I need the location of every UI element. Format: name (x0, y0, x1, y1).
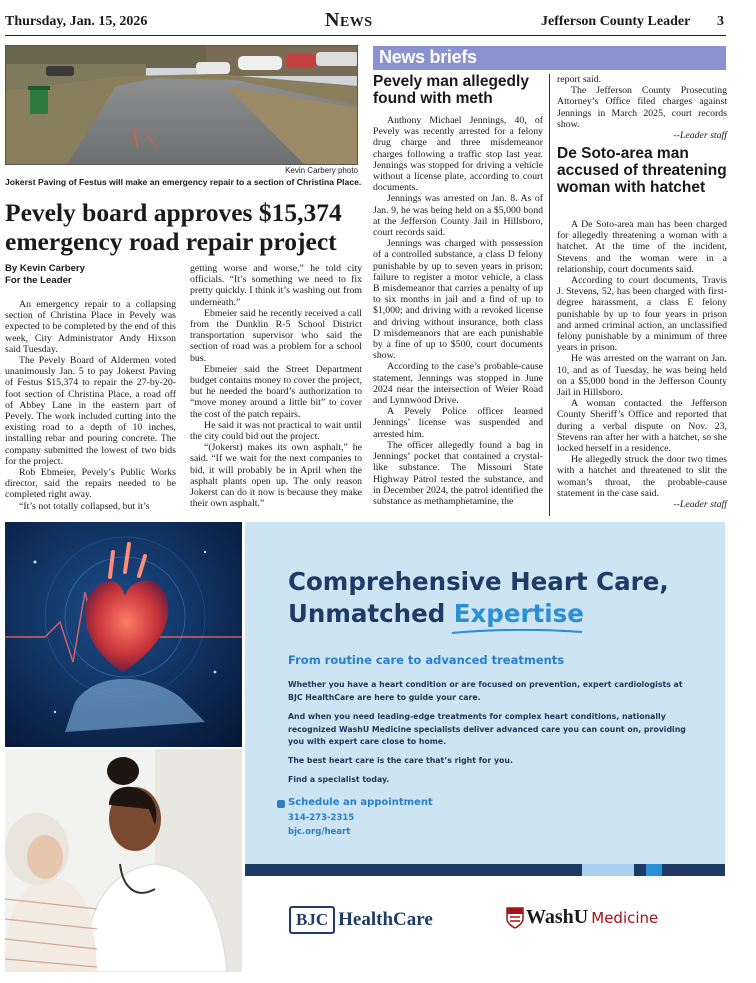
brief-1-body (373, 115, 543, 507)
paragraph: The Pevely Board of Aldermen voted unanimously Jan. 5 to pay Jokerst Paving of Festus $15,374 to repair the 27-by-20-foot section of Christina Place, a road off of Abbey Lane in the eastern part of Pevely. The work included cutting into the existing road to a depth of 10 inches, installing rebar and pouring concrete. The company submitted the lowest of two bids for the project. (5, 355, 176, 467)
ad-url[interactable]: bjc.org/heart (288, 827, 351, 837)
paragraph: report said. (557, 74, 602, 85)
ad-title-line-1: Comprehensive Heart Care, (288, 567, 669, 596)
section-name: News (325, 9, 373, 31)
column-divider (549, 74, 550, 516)
lead-story-column-2 (190, 263, 362, 509)
ad-paragraph: Whether you have a heart condition or are focused on prevention, expert cardiologists at BJC HealthCare are here to guide your care. (288, 680, 683, 702)
ad-title-accent: Expertise (453, 599, 584, 628)
paragraph: Anthony Michael Jennings, 40, of Pevely was recently arrested for a felony drug charge and three misdemeanor charges following a traffic stop last year. Jennings was stopped for driving a vehicle without a license plate, according to court documents. (373, 115, 543, 194)
ad-paragraph: Find a specialist today. (288, 775, 390, 784)
washu-logo-sub: Medicine (591, 908, 659, 927)
page-number: 3 (717, 14, 724, 29)
brief-2-body (557, 219, 727, 510)
byline-author: By Kevin Carbery (5, 263, 85, 274)
byline (5, 263, 85, 287)
page-header (5, 8, 726, 36)
lead-headline: Pevely board approves $15,374 emergency road repair project (5, 198, 342, 256)
bjc-logo-text: HealthCare (338, 909, 433, 930)
heart-illustration (5, 522, 242, 747)
ad-subtitle: From routine care to advanced treatments (288, 653, 565, 667)
photo-caption: Jokerst Paving of Festus will make an emergency repair to a section of Christina Place. (5, 177, 362, 187)
paragraph: A woman contacted the Jefferson County Sheriff’s Office and reported that during a verbal dispute on Nov. 23, Stevens ran after her with a hatchet, so she locked herself in a residence. (557, 398, 727, 455)
paragraph: A De Soto-area man has been charged for allegedly threatening a woman with a hatchet. At the time of the incident, Stevens and the woman were in a relationship, court documents said. (557, 219, 727, 275)
paragraph: “(Jokerst) makes its own asphalt,” he said. “If we wait for the next companies to bid, it will probably be in April when the asphalt plants open up. The only reason Jokerst can do it now is because they make their own asphalt.” (190, 442, 362, 510)
paragraph: Jennings was charged with possession of a controlled substance, a class D felony punishable by up to seven years in prison; failure to register a motor vehicle, a class B misdemeanor that carries a penalty of up to six months in jail and a find of up to $1,000; and driving with a revoked license and driving without insurance, both class D misdemeanors that are each punishable by a fine of up to $500, court documents show. (373, 238, 543, 362)
ad-paragraph: And when you need leading-edge treatments for complex heart conditions, nationally recognized WashU Medicine specialists deliver advanced care you can count on, providing you with expert care close to home. (288, 712, 686, 746)
ad-phone[interactable]: 314-273-2315 (288, 813, 355, 823)
schedule-appointment-link[interactable]: Schedule an appointment (288, 797, 433, 808)
paragraph: Rob Ebmeier, Pevely’s Public Works director, said the repairs needed to be completed right away. (5, 467, 176, 501)
ad-bar-segment (646, 864, 662, 876)
paragraph: An emergency repair to a collapsing section of Christina Place in Pevely was expected to be completed by the end of this week, City Administrator Andy Hixson said Tuesday. (5, 299, 176, 355)
bjc-logo-box: BJC (289, 906, 335, 934)
paragraph: Ebmeier said the Street Department budget contains money to cover the project, but he needed the board’s authorization to “move money around a little bit” to cover the cost of the patch repairs. (190, 363, 362, 420)
paragraph: He was arrested on the warrant on Jan. 10, and as of Tuesday, he was being held on a $5,000 bond in the Jefferson County Jail in Hillsboro. (557, 353, 727, 399)
paragraph: The officer allegedly found a bag in Jennings’ pocket that contained a crystal-like substance. The Missouri State Highway Patrol tested the substance, and in December 2024, the patrol identified the substance as methamphetamine, the (373, 439, 543, 507)
paragraph: He said it was not practical to wait until the city could bid out the project. (190, 419, 362, 443)
ad-bar-segment (634, 864, 646, 876)
doctor-patient-photo (5, 749, 242, 972)
accent-underline (452, 629, 582, 635)
heart-care-ad (245, 522, 725, 864)
bjc-healthcare-logo (289, 906, 433, 934)
brief-1-staff-credit: --Leader staff (673, 130, 727, 142)
paragraph: According to the case’s probable-cause statement, Jennings was stopped in June 2024 near the intersection of Weier Road and Lynnwood Drive. (373, 361, 543, 407)
calendar-icon (277, 800, 285, 808)
road-photo (5, 45, 358, 165)
brief-column-4 (557, 74, 727, 141)
washu-logo-name: WashU (526, 906, 589, 928)
paragraph: A Pevely Police officer learned Jennings’ license was suspended and arrested him. (373, 406, 543, 440)
paper-name: Jefferson County Leader (541, 14, 691, 29)
brief-2-headline: De Soto-area man accused of threatening woman with hatchet (557, 145, 727, 196)
paragraph: Ebmeier said he recently received a call from the Dunklin R-5 School District transportation supervisor who said the section of road was a problem for a school bus. (190, 307, 362, 364)
paragraph: Jennings was arrested on Jan. 8. As of Jan. 9, he was being held on a $5,000 bond at the Jefferson County Jail in Hillsboro, court records said. (373, 193, 543, 239)
ad-paragraph: The best heart care is the care that’s right for you. (288, 756, 513, 765)
ad-color-bar (245, 864, 725, 876)
news-briefs-banner (373, 46, 726, 70)
byline-org: For the Leader (5, 275, 72, 286)
brief-2-staff-credit: --Leader staff (673, 499, 727, 511)
ad-title (288, 566, 708, 630)
paragraph: The Jefferson County Prosecuting Attorney’s Office filed charges against Jennings in March 2025, court records show. (557, 85, 727, 130)
washu-shield-icon (506, 907, 524, 929)
brief-1-headline: Pevely man allegedly found with meth (373, 73, 529, 107)
paragraph: According to court documents, Travis J. Stevens, 52, has been charged with first-degree harassment, a class E felony punishable by up to four years in prison and armed criminal action, an unclassified felony punishable by a minimum of three years in prison. (557, 275, 727, 354)
issue-date: Thursday, Jan. 15, 2026 (5, 14, 148, 29)
ad-title-line-2: Unmatched (288, 599, 454, 628)
news-briefs-title: News briefs (379, 47, 477, 67)
paragraph: getting worse and worse,” he told city officials. “It’s something we need to fix pretty quickly. I think it’s washing out from underneath.” (190, 263, 362, 308)
ad-bar-segment (582, 864, 634, 876)
paragraph: He allegedly struck the door two times with a hatchet and threatened to slit the woman’s throat, the probable-cause statement in the case said. (557, 454, 727, 499)
lead-story-column-1 (5, 299, 176, 512)
paragraph: “It’s not totally collapsed, but it’s (19, 500, 150, 512)
washu-medicine-logo (506, 906, 658, 929)
photo-credit: Kevin Carbery photo (285, 166, 358, 175)
